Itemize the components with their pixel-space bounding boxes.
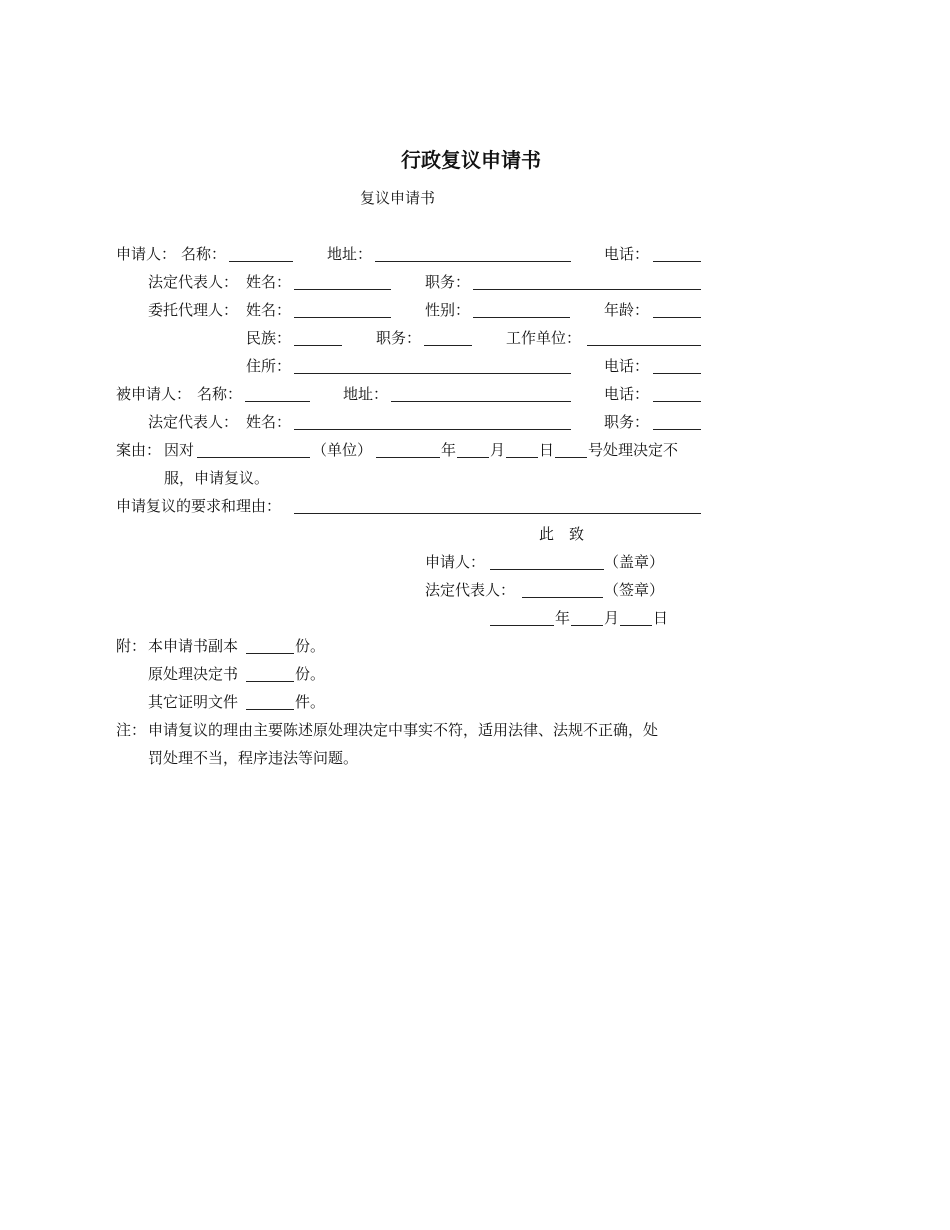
case-suffix: 号处理决定不 [588, 441, 679, 459]
legal-rep-label: 法定代表人： [148, 273, 239, 291]
note-line-1: 申请复议的理由主要陈述原处理决定中事实不符，适用法律、法规不正确，处 [148, 721, 659, 739]
agent-ethnicity-field[interactable] [294, 345, 342, 346]
request-label: 申请复议的要求和理由： [116, 497, 282, 515]
respondent-address-field[interactable] [391, 401, 571, 402]
respondent-rep-position-label: 职务： [604, 413, 650, 431]
document-title: 行政复议申请书 [401, 148, 541, 172]
agent-position-label: 职务： [376, 329, 422, 347]
agent-age-label: 年龄： [604, 301, 650, 319]
case-number-field[interactable] [555, 457, 587, 458]
attachment-2-prefix: 原处理决定书 [148, 665, 239, 683]
request-field[interactable] [294, 513, 701, 514]
legal-rep-name-label: 姓名： [246, 273, 292, 291]
signature-day-field[interactable] [620, 625, 652, 626]
signature-year-field[interactable] [490, 625, 554, 626]
case-year-field[interactable] [376, 457, 440, 458]
agent-name-field[interactable] [294, 317, 391, 318]
agent-residence-field[interactable] [294, 373, 571, 374]
case-month-field[interactable] [457, 457, 489, 458]
attachment-3-suffix: 件。 [295, 693, 326, 711]
agent-gender-label: 性别： [425, 301, 471, 319]
applicant-address-label: 地址： [327, 245, 373, 263]
legal-rep-position-field[interactable] [473, 289, 701, 290]
case-label: 案由： [116, 441, 162, 459]
respondent-phone-field[interactable] [653, 401, 701, 402]
case-day-label: 日 [539, 441, 555, 459]
signature-legal-rep-label: 法定代表人： [425, 581, 516, 599]
applicant-name-label: 名称： [181, 245, 227, 263]
note-label: 注： [116, 721, 147, 739]
legal-rep-position-label: 职务： [425, 273, 471, 291]
agent-residence-label: 住所： [246, 357, 292, 375]
respondent-rep-position-field[interactable] [653, 429, 701, 430]
attachment-2-suffix: 份。 [295, 665, 326, 683]
signature-legal-rep-field[interactable] [522, 597, 603, 598]
agent-label: 委托代理人： [148, 301, 239, 319]
case-unit-label: （单位） [312, 441, 373, 459]
closing-text: 此 致 [539, 525, 585, 543]
case-day-field[interactable] [506, 457, 538, 458]
respondent-address-label: 地址： [343, 385, 389, 403]
case-prefix: 因对 [164, 441, 195, 459]
agent-phone-field[interactable] [653, 373, 701, 374]
respondent-rep-name-label: 姓名： [246, 413, 292, 431]
respondent-name-label: 名称： [197, 385, 243, 403]
agent-name-label: 姓名： [246, 301, 292, 319]
case-year-label: 年 [441, 441, 457, 459]
respondent-name-field[interactable] [245, 401, 310, 402]
agent-gender-field[interactable] [473, 317, 570, 318]
legal-rep-name-field[interactable] [294, 289, 391, 290]
agent-ethnicity-label: 民族： [246, 329, 292, 347]
respondent-label: 被申请人： [116, 385, 192, 403]
attachment-3-prefix: 其它证明文件 [148, 693, 239, 711]
respondent-phone-label: 电话： [604, 385, 650, 403]
applicant-label: 申请人： [116, 245, 177, 263]
respondent-rep-label: 法定代表人： [148, 413, 239, 431]
note-line-2: 罚处理不当，程序违法等问题。 [148, 749, 359, 767]
attachment-1-field[interactable] [246, 653, 294, 654]
case-line2: 服，申请复议。 [164, 469, 270, 487]
applicant-phone-label: 电话： [604, 245, 650, 263]
agent-position-field[interactable] [424, 345, 472, 346]
respondent-rep-name-field[interactable] [294, 429, 571, 430]
applicant-name-field[interactable] [229, 261, 293, 262]
case-month-label: 月 [490, 441, 506, 459]
signature-applicant-label: 申请人： [425, 553, 486, 571]
signature-applicant-field[interactable] [490, 569, 604, 570]
attachment-3-field[interactable] [246, 709, 294, 710]
case-unit-field[interactable] [197, 457, 310, 458]
signature-sign-label: （签章） [604, 581, 665, 599]
document-subtitle: 复议申请书 [360, 189, 436, 207]
attachments-label: 附： [116, 637, 147, 655]
signature-month-label: 月 [604, 609, 620, 627]
signature-day-label: 日 [653, 609, 669, 627]
signature-month-field[interactable] [571, 625, 603, 626]
agent-workplace-label: 工作单位： [506, 329, 582, 347]
agent-age-field[interactable] [653, 317, 701, 318]
agent-phone-label: 电话： [604, 357, 650, 375]
agent-workplace-field[interactable] [587, 345, 701, 346]
attachment-1-prefix: 本申请书副本 [148, 637, 239, 655]
signature-seal-label: （盖章） [604, 553, 665, 571]
applicant-address-field[interactable] [375, 261, 571, 262]
attachment-2-field[interactable] [246, 681, 294, 682]
applicant-phone-field[interactable] [653, 261, 701, 262]
attachment-1-suffix: 份。 [295, 637, 326, 655]
signature-year-label: 年 [555, 609, 571, 627]
